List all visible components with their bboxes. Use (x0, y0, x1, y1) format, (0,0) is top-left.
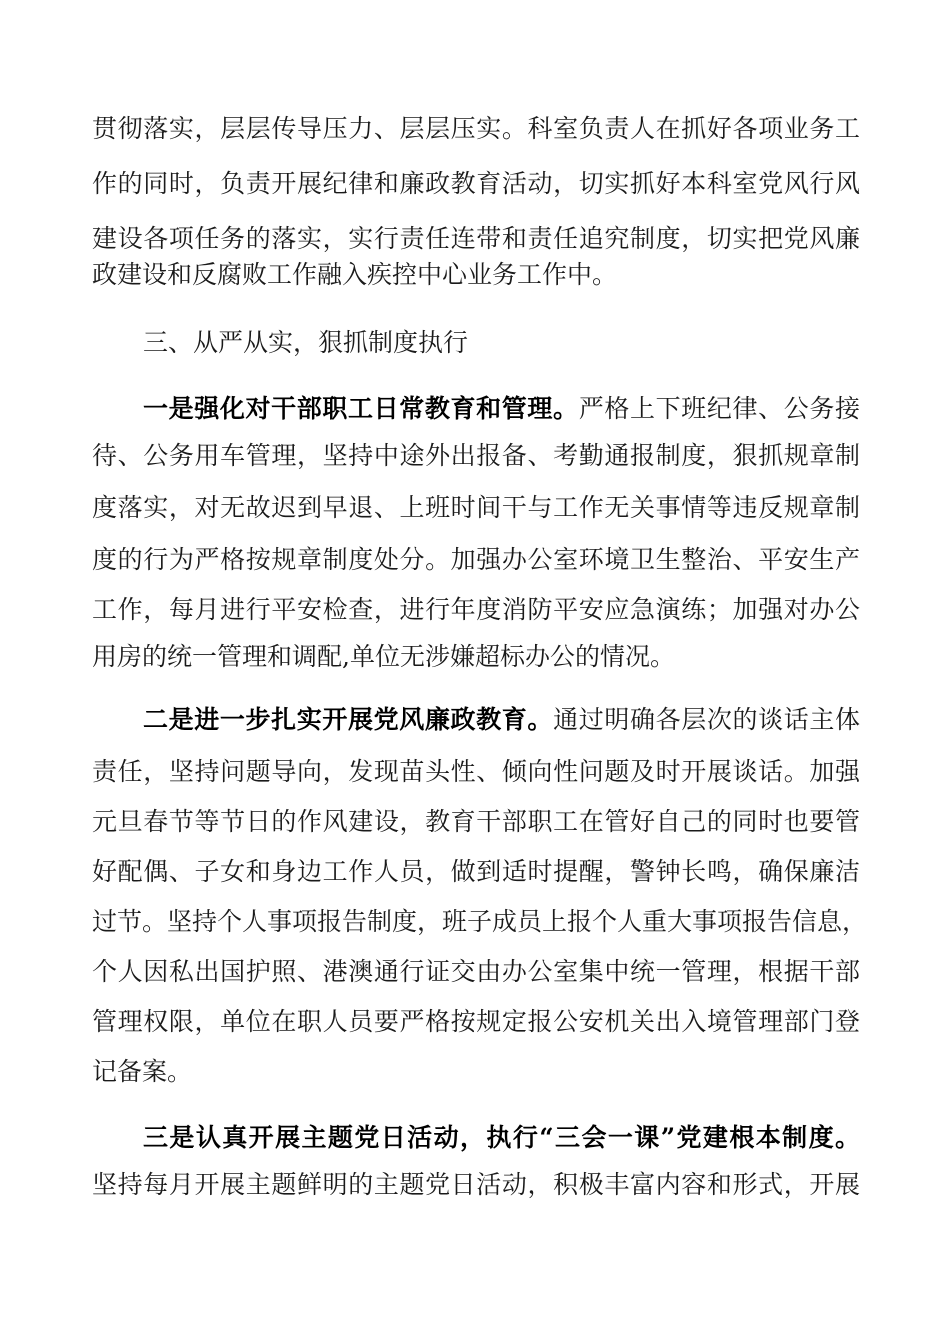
para1-line-2: 作的同时，负责开展纪律和廉政教育活动，切实抓好本科室党风行风 (92, 169, 860, 198)
para3-line-7: 管理权限，单位在职人员要严格按规定报公安机关出入境管理部门登 (92, 1007, 860, 1036)
para3-first-rest: 通过明确各层次的谈话主体 (553, 705, 860, 734)
para2-first-rest: 严格上下班纪律、公务接 (578, 394, 860, 423)
para3-line-3: 元旦春节等节日的作风建设，教育干部职工在管好自己的同时也要管 (92, 807, 860, 836)
para2-line-4: 度的行为严格按规章制度处分。加强办公室环境卫生整治、平安生产 (92, 545, 860, 574)
para2-line-2: 待、公务用车管理，坚持中途外出报备、考勤通报制度，狠抓规章制 (92, 441, 860, 470)
para2-line-5: 工作，每月进行平安检查，进行年度消防平安应急演练；加强对办公 (92, 595, 860, 624)
para2-line-6: 用房的统一管理和调配,单位无涉嫌超标办公的情况。 (92, 642, 675, 671)
para3-line-6: 个人因私出国护照、港澳通行证交由办公室集中统一管理，根据干部 (92, 957, 860, 986)
para3-line-4: 好配偶、子女和身边工作人员，做到适时提醒，警钟长鸣，确保廉洁 (92, 857, 860, 886)
para2-line-3: 度落实，对无故迟到早退、上班时间干与工作无关事情等违反规章制 (92, 493, 860, 522)
para1-line-1: 贯彻落实，层层传导压力、层层压实。科室负责人在抓好各项业务工 (92, 114, 860, 143)
para3-line-1 (143, 700, 860, 740)
para3-line-8: 记备案。 (92, 1057, 193, 1086)
para4-line-2: 坚持每月开展主题鲜明的主题党日活动，积极丰富内容和形式，开展 (92, 1170, 860, 1199)
para3-bold-lead: 二是进一步扎实开展党风廉政教育。 (143, 705, 554, 734)
para1-line-3: 建设各项任务的落实，实行责任连带和责任追究制度，切实把党风廉 (92, 224, 860, 253)
para4-bold-lead: 三是认真开展主题党日活动，执行“三会一课”党建根本制度。 (143, 1123, 860, 1152)
para4-line-1 (143, 1118, 860, 1158)
para2-line-1 (143, 389, 860, 429)
para1-line-4: 政建设和反腐败工作融入疾控中心业务工作中。 (92, 260, 618, 289)
para3-line-5: 过节。坚持个人事项报告制度，班子成员上报个人重大事项报告信息， (92, 907, 868, 936)
para2-bold-lead: 一是强化对干部职工日常教育和管理。 (143, 394, 579, 423)
para3-line-2: 责任，坚持问题导向，发现苗头性、倾向性问题及时开展谈话。加强 (92, 757, 860, 786)
section-heading-3: 三、从严从实，狠抓制度执行 (143, 328, 469, 357)
